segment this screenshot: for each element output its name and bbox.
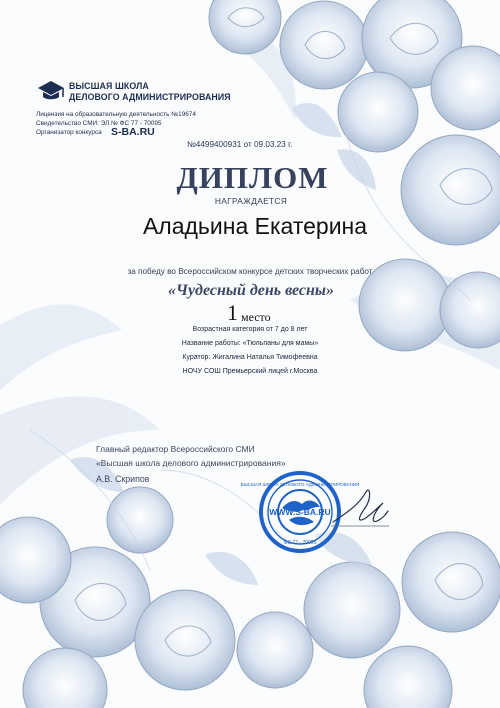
school: НОЧУ СОШ Премьерский лицей г.Москва bbox=[182, 368, 318, 375]
editor-name: А.В. Скрипов bbox=[96, 474, 150, 484]
graduation-cap-icon bbox=[36, 79, 66, 103]
media-certificate-line: Свидетельство СМИ: ЭЛ № ФС 77 - 70095 bbox=[36, 120, 162, 127]
place-number: 1 bbox=[227, 300, 238, 325]
age-category: Возрастная категория от 7 до 8 лет bbox=[192, 326, 308, 333]
work-name: Название работы: «Тюльпаны для мамы» bbox=[181, 340, 319, 347]
curator: Куратор: Жигалина Наталья Тимофеевна bbox=[182, 354, 318, 361]
stamp-top-text: ВЫСШАЯ ШКОЛА ДЕЛОВОГО АДМИНИСТРИРОВАНИЯ bbox=[240, 482, 360, 487]
official-stamp-icon bbox=[240, 470, 360, 554]
diploma-number: №4499400931 от 09.03.23 г. bbox=[187, 140, 293, 149]
organizer-site: S-BA.RU bbox=[111, 126, 155, 138]
editor-title-line-1: Главный редактор Всероссийского СМИ bbox=[96, 444, 255, 454]
place-label: место bbox=[241, 310, 271, 324]
stamp-bottom-text: ФС 77 - 70095 bbox=[283, 540, 317, 546]
award-subtitle: НАГРАЖДАЕТСЯ bbox=[214, 196, 288, 206]
logo-line-1: ВЫСШАЯ ШКОЛА bbox=[69, 81, 149, 91]
recipient-name: Аладьина Екатерина bbox=[142, 213, 368, 239]
signature-icon bbox=[331, 481, 389, 541]
award-description: за победу во Всероссийском конкурсе детских творческих работ bbox=[127, 267, 373, 276]
license-line: Лицензия на образовательную деятельность №19674 bbox=[36, 111, 196, 118]
editor-title-line-2: «Высшая школа делового администрирования» bbox=[96, 458, 286, 468]
organizer-label: Организатор конкурса bbox=[36, 129, 102, 136]
logo-line-2: ДЕЛОВОГО АДМИНИСТРИРОВАНИЯ bbox=[69, 92, 231, 102]
diploma-title: ДИПЛОМ bbox=[176, 160, 329, 195]
stamp-website: WWW.S-BA.RU bbox=[269, 507, 331, 517]
contest-name: «Чудесный день весны» bbox=[168, 282, 334, 299]
